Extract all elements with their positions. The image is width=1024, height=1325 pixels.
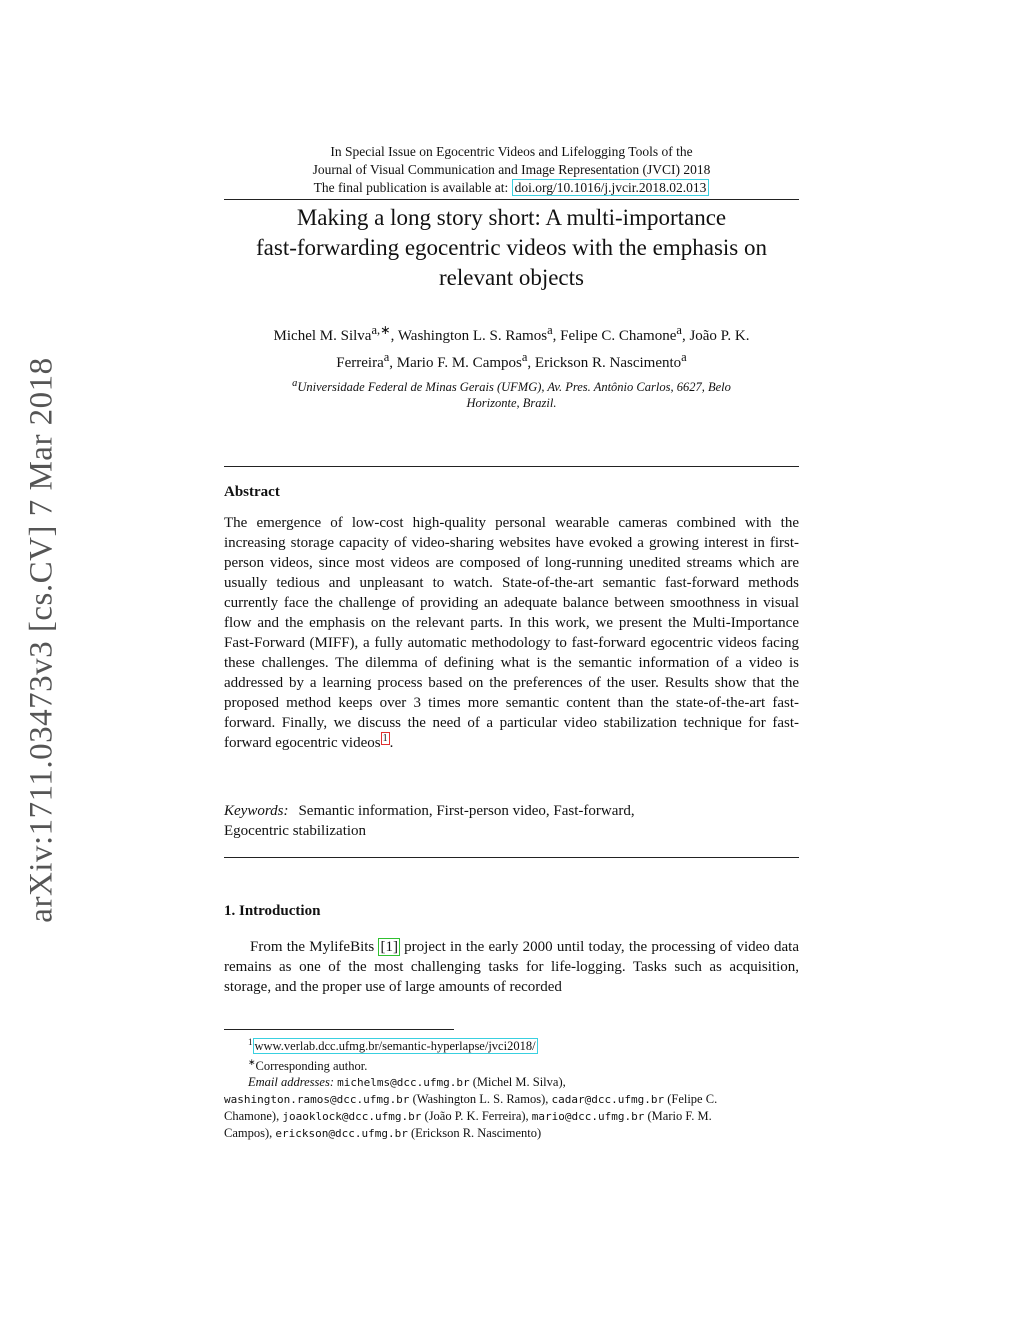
citation-link[interactable]: [1] bbox=[380, 939, 398, 955]
email-owner: (Washington L. S. Ramos), bbox=[409, 1092, 552, 1107]
footnotes bbox=[224, 1034, 799, 1142]
author-list bbox=[224, 320, 799, 374]
email-owner: (Mario F. M. bbox=[644, 1109, 712, 1124]
footnote-mark: ∗ bbox=[248, 1057, 256, 1068]
footnote-rule bbox=[224, 1029, 454, 1030]
footnote-emails-cont bbox=[224, 1108, 799, 1125]
paper-title bbox=[224, 203, 799, 293]
footnote-1 bbox=[224, 1034, 799, 1054]
affiliation-line bbox=[224, 376, 799, 395]
introduction-paragraph bbox=[224, 937, 799, 997]
author-sup: a bbox=[676, 323, 682, 337]
abstract-top-rule bbox=[224, 466, 799, 467]
footnote-mark: 1 bbox=[248, 1037, 253, 1047]
title-line: relevant objects bbox=[439, 265, 584, 290]
affiliation-text: Universidade Federal de Minas Gerais (UFMG), Av. Pres. Antônio Carlos, 6627, Belo bbox=[297, 380, 731, 395]
email-owner: (Felipe C. bbox=[664, 1092, 718, 1107]
author-name: Michel M. Silva bbox=[273, 328, 372, 344]
email-owner: Chamone), bbox=[224, 1109, 283, 1124]
author-name: , Felipe C. Chamone bbox=[552, 328, 677, 344]
footnote-emails-cont bbox=[224, 1125, 799, 1142]
author-line bbox=[224, 320, 799, 347]
keywords-text: Semantic information, First-person video, Fast-forward, bbox=[298, 803, 635, 819]
author-sup: a bbox=[521, 350, 528, 364]
email-address: joaoklock@dcc.ufmg.br bbox=[282, 1110, 422, 1124]
journal-header bbox=[224, 143, 799, 197]
author-sup: a,∗ bbox=[371, 323, 391, 337]
affiliation bbox=[224, 376, 799, 411]
keywords-label: Keywords: bbox=[224, 803, 289, 819]
header-rule bbox=[224, 199, 799, 200]
author-line bbox=[224, 347, 799, 374]
author-sup: a bbox=[547, 323, 553, 337]
author-sup: a bbox=[681, 350, 687, 364]
project-url-link[interactable]: www.verlab.dcc.ufmg.br/semantic-hyperlapse/jvci2018/ bbox=[254, 1039, 536, 1054]
affiliation-line: Horizonte, Brazil. bbox=[466, 396, 557, 411]
email-address: erickson@dcc.ufmg.br bbox=[275, 1127, 408, 1141]
email-address: mario@dcc.ufmg.br bbox=[531, 1110, 645, 1124]
email-owner: (Erickson R. Nascimento) bbox=[407, 1126, 542, 1141]
email-owner: (João P. K. Ferreira), bbox=[421, 1109, 532, 1124]
journal-header-line bbox=[224, 179, 799, 197]
doi-prefix: The final publication is available at: bbox=[313, 180, 512, 195]
abstract-body: The emergence of low-cost high-quality personal wearable cameras combined with the increasing storage capacity of video-sharing websites have evoked a growing interest in first-person videos, since most videos are composed of long-running unedited streams which are usually tedious and unpleasant to watch. State-of-the-art semantic fast-forward methods currently face the challenge of providing an adequate balance between smoothness in visual flow and the emphasis on the relevant parts. In this work, we present the Multi-Importance Fast-Forward (MIFF), a fully automatic methodology to fast-forward egocentric videos facing these challenges. The dilemma of defining what is the semantic information of a video is addressed by a learning process based on the preferences of the user. Results show that the proposed method keeps over 3 times more semantic content than the state-of-the-art fast-forward. Finally, we discuss the need of a particular video stabilization technique for fast-forward egocentric videos bbox=[224, 515, 799, 751]
section-heading: 1. Introduction bbox=[224, 903, 321, 919]
abstract-heading: Abstract bbox=[224, 484, 280, 500]
title-line: fast-forwarding egocentric videos with the emphasis on bbox=[256, 235, 767, 260]
abstract-text bbox=[224, 513, 799, 753]
keywords-line bbox=[224, 801, 799, 821]
corresponding-text: Corresponding author. bbox=[255, 1059, 368, 1074]
abstract-end: . bbox=[389, 735, 394, 751]
email-owner: (Michel M. Silva), bbox=[469, 1075, 566, 1090]
author-sup: a bbox=[383, 350, 390, 364]
author-name: , Erickson R. Nascimento bbox=[527, 355, 682, 371]
footnote-emails bbox=[224, 1074, 799, 1091]
footnote-emails-cont bbox=[224, 1091, 799, 1108]
email-address: washington.ramos@dcc.ufmg.br bbox=[224, 1093, 410, 1107]
journal-header-line: Journal of Visual Communication and Image Representation (JVCI) 2018 bbox=[312, 162, 711, 177]
author-name: , João P. K. bbox=[681, 328, 750, 344]
email-address: michelms@dcc.ufmg.br bbox=[337, 1076, 470, 1090]
keywords-line: Egocentric stabilization bbox=[224, 823, 367, 839]
doi-link[interactable]: doi.org/10.1016/j.jvcir.2018.02.013 bbox=[512, 179, 710, 196]
intro-text: From the MylifeBits bbox=[250, 939, 379, 955]
arxiv-stamp: arXiv:1711.03473v3 [cs.CV] 7 Mar 2018 bbox=[23, 357, 60, 923]
author-name: , Mario F. M. Campos bbox=[389, 355, 522, 371]
email-label: Email addresses: bbox=[248, 1075, 334, 1090]
abstract-bottom-rule bbox=[224, 857, 799, 858]
footnote-ref-link[interactable]: 1 bbox=[382, 733, 388, 744]
journal-header-line: In Special Issue on Egocentric Videos and Lifelogging Tools of the bbox=[330, 144, 693, 159]
email-owner: Campos), bbox=[224, 1126, 276, 1141]
title-line: Making a long story short: A multi-importance bbox=[296, 205, 727, 230]
author-name: , Washington L. S. Ramos bbox=[390, 328, 548, 344]
intro-text: project in the early 2000 until today, the processing of video data remains as one of the most challenging tasks for life-logging. Tasks such as acquisition, storage, and the proper use of large amounts of recorded bbox=[224, 939, 799, 995]
author-name: Ferreira bbox=[336, 355, 384, 371]
email-address: cadar@dcc.ufmg.br bbox=[551, 1093, 665, 1107]
footnote-corresponding bbox=[224, 1054, 799, 1074]
affiliation-sup: a bbox=[292, 378, 298, 389]
keywords bbox=[224, 801, 799, 841]
